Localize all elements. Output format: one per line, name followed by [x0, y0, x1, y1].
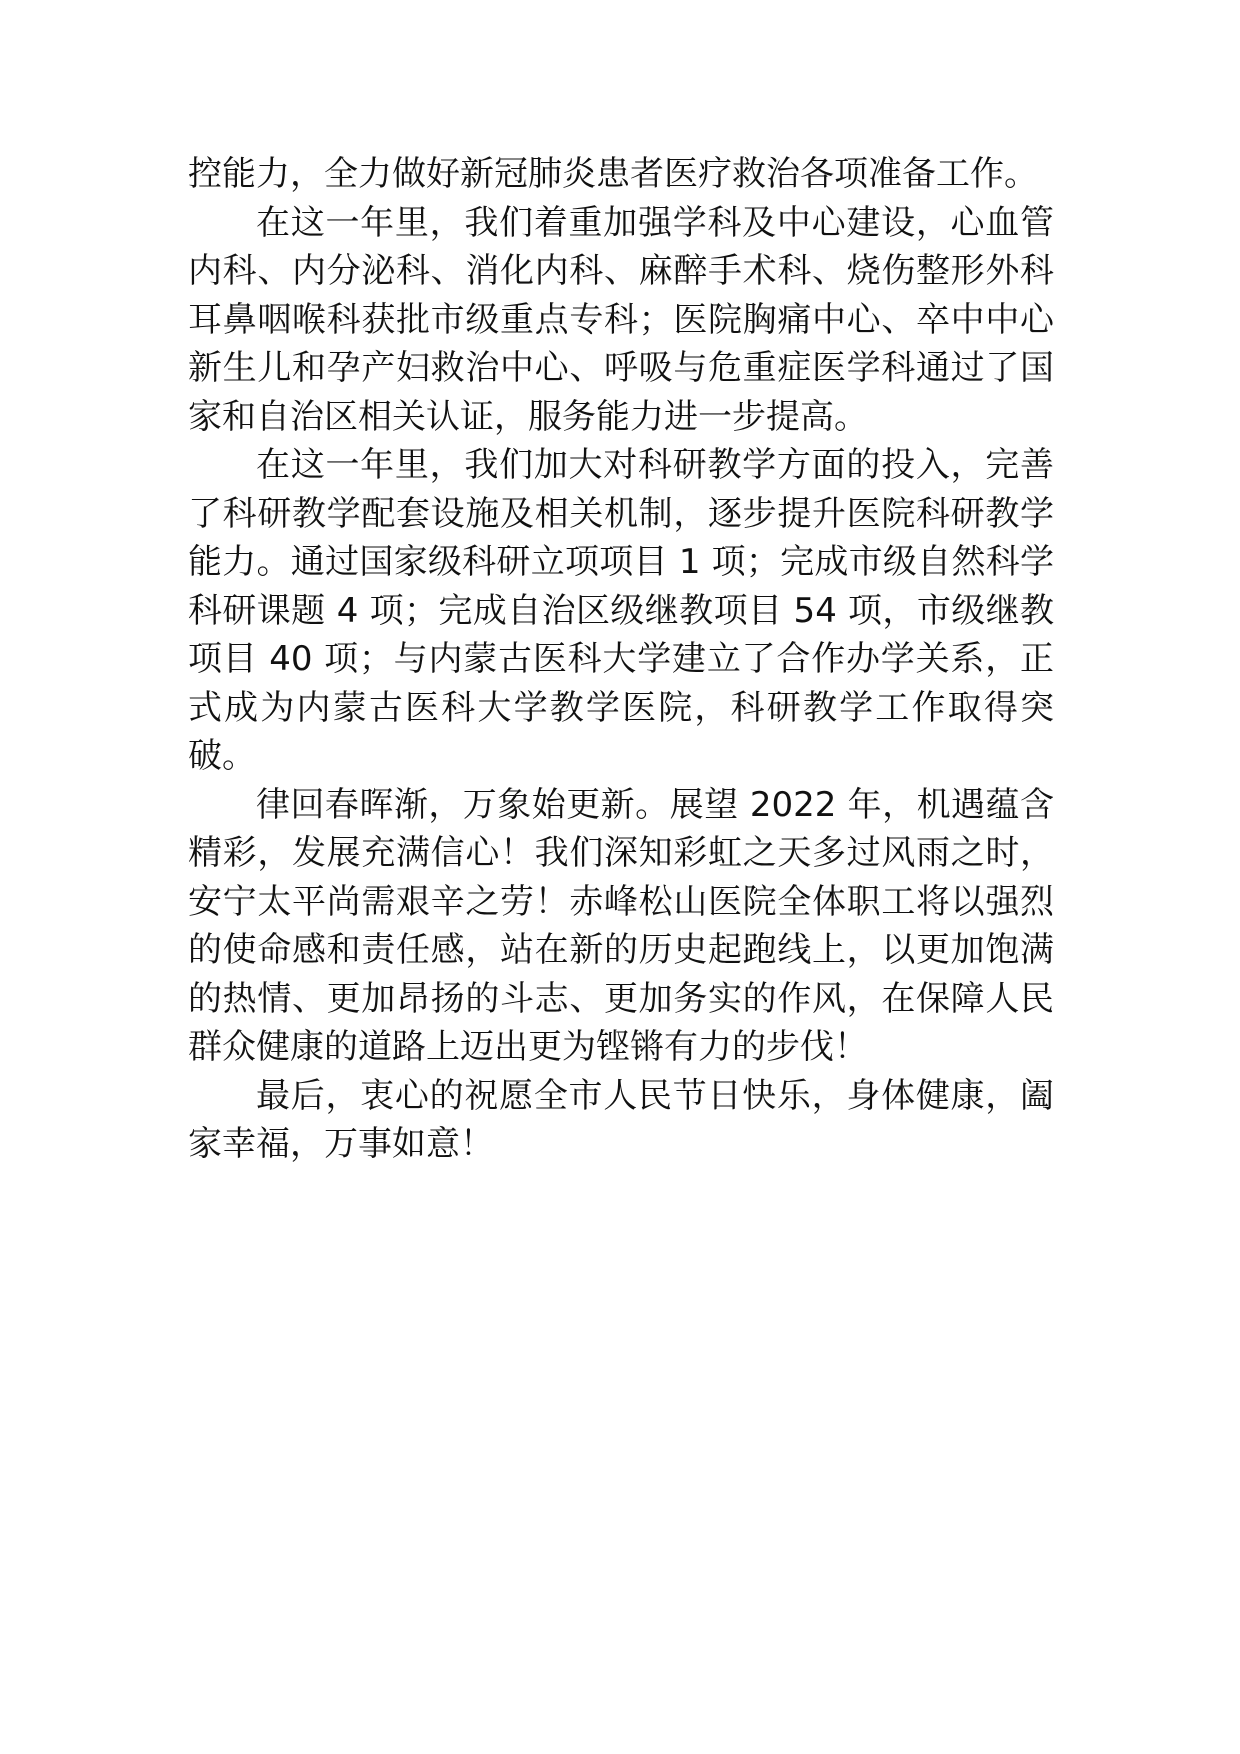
paragraph-continuation: 控能力，全力做好新冠肺炎患者医疗救治各项准备工作。 [188, 154, 1038, 194]
paragraph-discipline-construction: 在这一年里，我们着重加强学科及中心建设，心血管内科、内分泌科、消化内科、麻醉手术科、烧伤整形外科耳鼻咽喉科获批市级重点专科；医院胸痛中心、卒中中心新生儿和孕产妇救治中心、呼吸与危重症医学科通过了国家和自治区相关认证，服务能力进一步提高。 [188, 202, 1054, 437]
paragraph-closing-wishes: 最后，衷心的祝愿全市人民节日快乐，身体健康，阖家幸福，万事如意！ [188, 1075, 1054, 1164]
paragraph-research-teaching: 在这一年里，我们加大对科研教学方面的投入，完善了科研教学配套设施及相关机制，逐步提升医院科研教学能力。通过国家级科研立项项目 1 项；完成市级自然科学科研课题 4 项；完成自治区级继教项目 54 项，市级继教项目 40 项；与内蒙古医科大学建立了合作办学关系，正式成为内蒙古医科大学教学医院，科研教学工作取得突破。 [188, 445, 1054, 776]
document-body [188, 150, 1054, 1169]
paragraph-outlook-2022: 律回春晖渐，万象始更新。展望 2022 年，机遇蕴含精彩，发展充满信心！我们深知彩虹之天多过风雨之时，安宁太平尚需艰辛之劳！赤峰松山医院全体职工将以强烈的使命感和责任感，站在新的历史起跑线上，以更加饱满的热情、更加昂扬的斗志、更加务实的作风，在保障人民群众健康的道路上迈出更为铿锵有力的步伐！ [188, 784, 1054, 1067]
